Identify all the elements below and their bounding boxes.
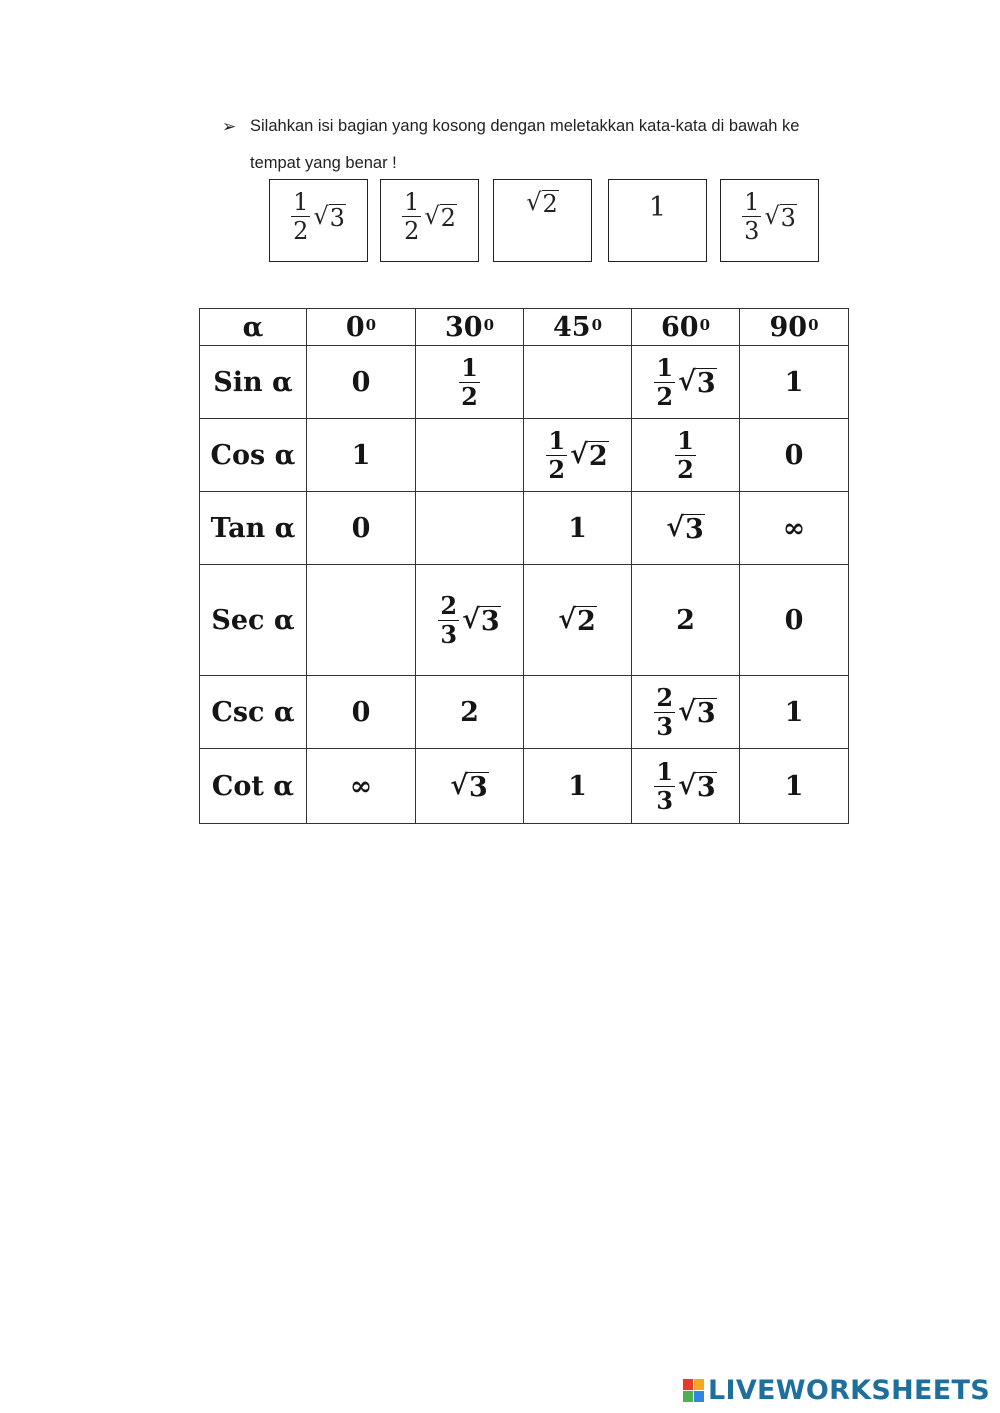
value-text: 1 <box>568 770 587 802</box>
radical-sign-icon: √ <box>462 603 480 635</box>
liveworksheets-logo-icon <box>683 1379 704 1402</box>
drop-zone[interactable] <box>524 676 632 749</box>
radicand: 3 <box>329 203 345 232</box>
angle-value: 60 <box>660 311 699 343</box>
square-root <box>313 201 346 232</box>
denominator: 3 <box>656 711 674 741</box>
header-alpha: α <box>199 308 307 346</box>
table-cell <box>740 565 849 676</box>
math-expression <box>785 697 804 728</box>
numerator: 2 <box>656 682 674 712</box>
value-text: 2 <box>676 604 695 636</box>
fraction <box>459 352 480 411</box>
radicand: 3 <box>468 771 488 803</box>
radical-sign-icon: √ <box>526 188 542 216</box>
numerator: 1 <box>656 352 674 382</box>
square-root <box>462 603 501 637</box>
denominator: 2 <box>548 454 566 484</box>
radicand: 3 <box>696 697 716 729</box>
numerator: 1 <box>293 188 309 216</box>
radical-sign-icon: √ <box>666 511 684 543</box>
value-text: 0 <box>351 696 371 728</box>
logo-square <box>694 1391 704 1402</box>
radical-sign-icon: √ <box>678 769 696 801</box>
denominator: 2 <box>293 217 309 245</box>
square-root <box>764 201 797 232</box>
math-expression <box>350 771 373 802</box>
denominator: 2 <box>404 217 420 245</box>
choice-chip-4[interactable] <box>608 179 707 262</box>
angle-value: 0 <box>345 311 365 343</box>
math-expression <box>558 603 597 637</box>
table-cell <box>740 346 849 419</box>
math-expression <box>568 771 587 802</box>
table-cell <box>524 565 632 676</box>
math-expression <box>438 590 500 649</box>
radical-sign-icon: √ <box>424 201 440 230</box>
numerator: 1 <box>461 352 478 382</box>
fraction <box>675 425 696 484</box>
radicand: 2 <box>440 203 456 232</box>
denominator: 3 <box>744 217 760 245</box>
table-cell <box>740 492 849 565</box>
denominator: 2 <box>677 454 694 484</box>
math-expression <box>666 511 705 545</box>
denominator: 3 <box>440 619 458 649</box>
radical-sign-icon: √ <box>764 201 780 230</box>
math-expression <box>649 192 666 223</box>
header-angle-45 <box>524 308 632 346</box>
fraction <box>438 590 459 649</box>
denominator: 2 <box>461 381 478 411</box>
square-root <box>678 695 717 729</box>
table-cell <box>416 749 524 824</box>
value-text: 1 <box>648 192 667 223</box>
numerator: 2 <box>440 590 458 620</box>
numerator: 1 <box>656 756 674 786</box>
degree-superscript: 0 <box>808 316 819 334</box>
drop-zone[interactable] <box>524 346 632 419</box>
table-cell <box>740 749 849 824</box>
math-expression <box>352 440 371 471</box>
row-label-cos: Cos α <box>199 419 307 492</box>
math-expression <box>785 367 804 398</box>
choice-chip-3[interactable] <box>493 179 592 262</box>
value-text: 0 <box>351 366 371 398</box>
logo-square <box>683 1379 693 1390</box>
math-expression <box>402 190 457 243</box>
radicand: 2 <box>542 190 558 218</box>
math-expression <box>783 513 806 544</box>
fraction <box>654 682 675 741</box>
choice-value <box>742 190 797 243</box>
table-cell <box>524 749 632 824</box>
math-expression <box>526 190 559 216</box>
denominator: 2 <box>656 381 674 411</box>
table-cell <box>632 749 740 824</box>
math-expression <box>450 769 489 803</box>
table-cell <box>307 749 416 824</box>
math-expression <box>675 425 696 484</box>
math-expression <box>654 682 716 741</box>
radicand: 2 <box>576 605 596 637</box>
math-expression <box>291 190 346 243</box>
angle-value: 90 <box>769 311 808 343</box>
numerator: 1 <box>404 188 420 216</box>
row-label-cot: Cot α <box>199 749 307 824</box>
table-cell <box>307 346 416 419</box>
radicand: 3 <box>780 203 796 232</box>
row-label-tan: Tan α <box>199 492 307 565</box>
fraction <box>742 190 761 243</box>
value-text: 0 <box>784 439 804 471</box>
table-cell <box>524 419 632 492</box>
drop-zone[interactable] <box>307 565 416 676</box>
square-root <box>424 201 457 232</box>
degree-superscript: 0 <box>699 316 710 334</box>
radicand: 3 <box>684 513 704 545</box>
square-root <box>450 769 489 803</box>
table-cell <box>632 676 740 749</box>
angle-value: 30 <box>444 311 483 343</box>
choice-chip-2[interactable] <box>380 179 479 262</box>
table-cell <box>416 346 524 419</box>
fraction <box>654 756 675 815</box>
math-expression <box>460 697 479 728</box>
radical-sign-icon: √ <box>313 201 329 230</box>
trig-table <box>199 308 849 824</box>
row-label-sin: Sin α <box>199 346 307 419</box>
radical-sign-icon: √ <box>558 603 576 635</box>
table-cell <box>740 676 849 749</box>
logo-square <box>694 1379 704 1390</box>
header-angle-60 <box>632 308 740 346</box>
choice-chip-5[interactable] <box>720 179 819 262</box>
header-angle-0 <box>307 308 416 346</box>
fraction <box>546 425 567 484</box>
value-text: 1 <box>568 512 587 544</box>
math-expression <box>742 190 797 243</box>
instruction-line-1: Silahkan isi bagian yang kosong dengan meletakkan kata-kata di bawah ke <box>250 117 800 135</box>
numerator: 1 <box>744 188 760 216</box>
math-expression <box>785 771 804 802</box>
value-text: 1 <box>784 366 804 398</box>
choice-chip-1[interactable] <box>269 179 368 262</box>
fraction <box>402 190 421 243</box>
degree-superscript: 0 <box>483 316 494 334</box>
degree-superscript: 0 <box>591 316 602 334</box>
drop-zone[interactable] <box>416 419 524 492</box>
numerator: 1 <box>548 425 566 455</box>
radical-sign-icon: √ <box>450 769 468 801</box>
drop-zone[interactable] <box>416 492 524 565</box>
square-root <box>558 603 597 637</box>
value-text: 1 <box>784 696 804 728</box>
square-root <box>526 190 559 216</box>
header-angle-90 <box>740 308 849 346</box>
value-text: 1 <box>784 770 804 802</box>
math-expression <box>352 697 371 728</box>
math-expression <box>676 605 695 636</box>
square-root <box>666 511 705 545</box>
radical-sign-icon: √ <box>678 365 696 397</box>
table-cell <box>416 565 524 676</box>
fraction <box>291 190 310 243</box>
liveworksheets-logo <box>683 1375 990 1405</box>
radical-sign-icon: √ <box>678 695 696 727</box>
table-cell <box>307 676 416 749</box>
table-cell <box>416 676 524 749</box>
square-root <box>678 365 717 399</box>
radicand: 2 <box>588 440 608 472</box>
radical-sign-icon: √ <box>570 438 588 470</box>
math-expression <box>654 352 716 411</box>
value-text: 0 <box>784 604 804 636</box>
logo-square <box>683 1391 693 1402</box>
value-text: ∞ <box>782 512 806 544</box>
denominator: 3 <box>656 785 674 815</box>
table-cell <box>632 565 740 676</box>
radicand: 3 <box>480 605 500 637</box>
degree-superscript: 0 <box>365 316 377 334</box>
liveworksheets-brand-text: LIVEWORKSHEETS <box>707 1374 990 1406</box>
table-cell <box>632 419 740 492</box>
angle-value: 45 <box>552 311 591 343</box>
table-cell <box>524 492 632 565</box>
arrow-bullet-icon: ➢ <box>222 117 237 136</box>
math-expression <box>568 513 587 544</box>
table-cell <box>307 492 416 565</box>
value-text: 2 <box>460 696 479 728</box>
math-expression <box>654 756 716 815</box>
choice-value <box>291 190 346 243</box>
math-expression <box>546 425 608 484</box>
math-expression <box>785 605 804 636</box>
table-cell <box>632 346 740 419</box>
square-root <box>570 438 609 472</box>
fraction <box>654 352 675 411</box>
choice-value <box>649 192 666 223</box>
table-cell <box>740 419 849 492</box>
math-expression <box>785 440 804 471</box>
numerator: 1 <box>677 425 694 455</box>
math-expression <box>352 513 371 544</box>
value-text: ∞ <box>349 770 373 802</box>
table-cell <box>632 492 740 565</box>
square-root <box>678 769 717 803</box>
radicand: 3 <box>696 771 716 803</box>
value-text: 0 <box>351 512 371 544</box>
math-expression <box>459 352 480 411</box>
choice-value <box>402 190 457 243</box>
value-text: 1 <box>351 439 371 471</box>
radicand: 3 <box>696 367 716 399</box>
choice-value <box>526 190 559 216</box>
math-expression <box>352 367 371 398</box>
row-label-sec: Sec α <box>199 565 307 676</box>
instruction-line-2: tempat yang benar ! <box>250 154 397 172</box>
row-label-csc: Csc α <box>199 676 307 749</box>
header-angle-30 <box>416 308 524 346</box>
table-cell <box>307 419 416 492</box>
